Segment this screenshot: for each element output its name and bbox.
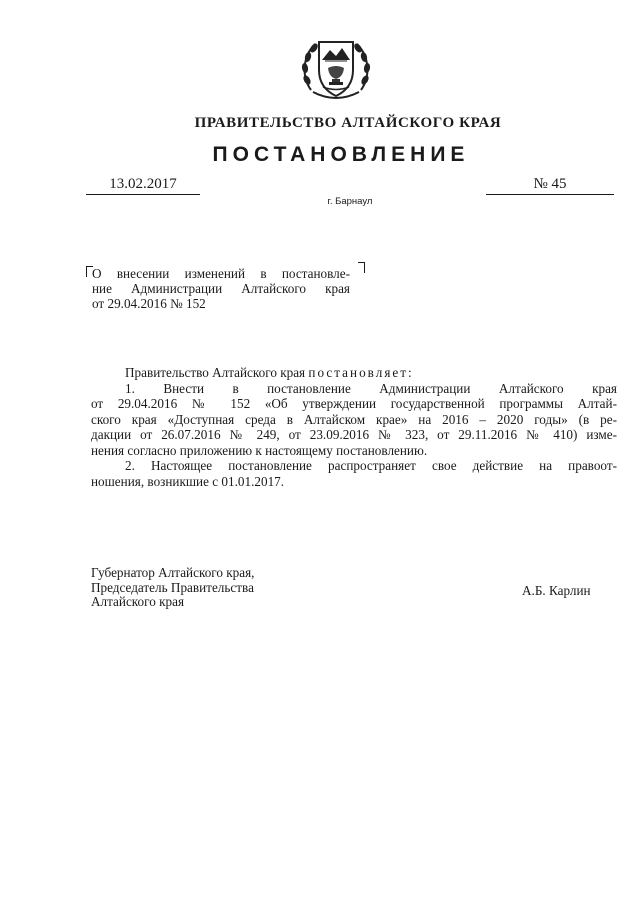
body-line: ношения, возникшие с 01.01.2017. — [91, 473, 285, 489]
document-body — [91, 365, 617, 489]
subject-line: О внесении изменений в постановле- — [92, 266, 350, 281]
subject-corner-mark-right — [358, 262, 365, 273]
document-date: 13.02.2017 — [86, 176, 200, 195]
body-line: 2. Настоящее постановление распространяет свое действие на правоот- — [125, 458, 617, 473]
subject-line: от 29.04.2016 № 152 — [92, 296, 206, 311]
body-line: дакции от 26.07.2016 № 249, от 23.09.2016 № 323, от 29.11.2016 № 410) изме- — [91, 427, 617, 442]
signatory-position-line: Председатель Правительства — [91, 579, 254, 595]
document-city: г. Барнаул — [327, 196, 373, 207]
signatory-position-line: Губернатор Алтайского края, — [91, 565, 255, 580]
document-subject — [92, 266, 350, 311]
signatory-name: А.Б. Карлин — [522, 583, 591, 598]
document-number: № 45 — [486, 176, 614, 195]
body-line: ского края «Доступная среда в Алтайском крае» на 2016 – 2020 годы» (в ре- — [91, 411, 617, 427]
preamble-line — [91, 365, 617, 381]
body-line: 1. Внести в постановление Администрации Алтайского края — [125, 380, 617, 396]
organization-title: ПРАВИТЕЛЬСТВО АЛТАЙСКОГО КРАЯ — [194, 115, 502, 131]
body-line: нения согласно приложению к настоящему постановлению. — [91, 442, 428, 458]
preamble-verb: постановляет: — [308, 365, 414, 380]
body-line: от 29.04.2016 № 152 «Об утверждении государственной программы Алтай- — [91, 396, 617, 411]
preamble-text: Правительство Алтайского края — [125, 365, 306, 380]
subject-line: ние Администрации Алтайского края — [92, 281, 350, 296]
coat-of-arms-icon — [297, 30, 375, 108]
signatory-position — [91, 566, 254, 610]
signatory-position-line: Алтайского края — [91, 594, 185, 609]
document-type-title: ПОСТАНОВЛЕНИЕ — [212, 143, 470, 166]
